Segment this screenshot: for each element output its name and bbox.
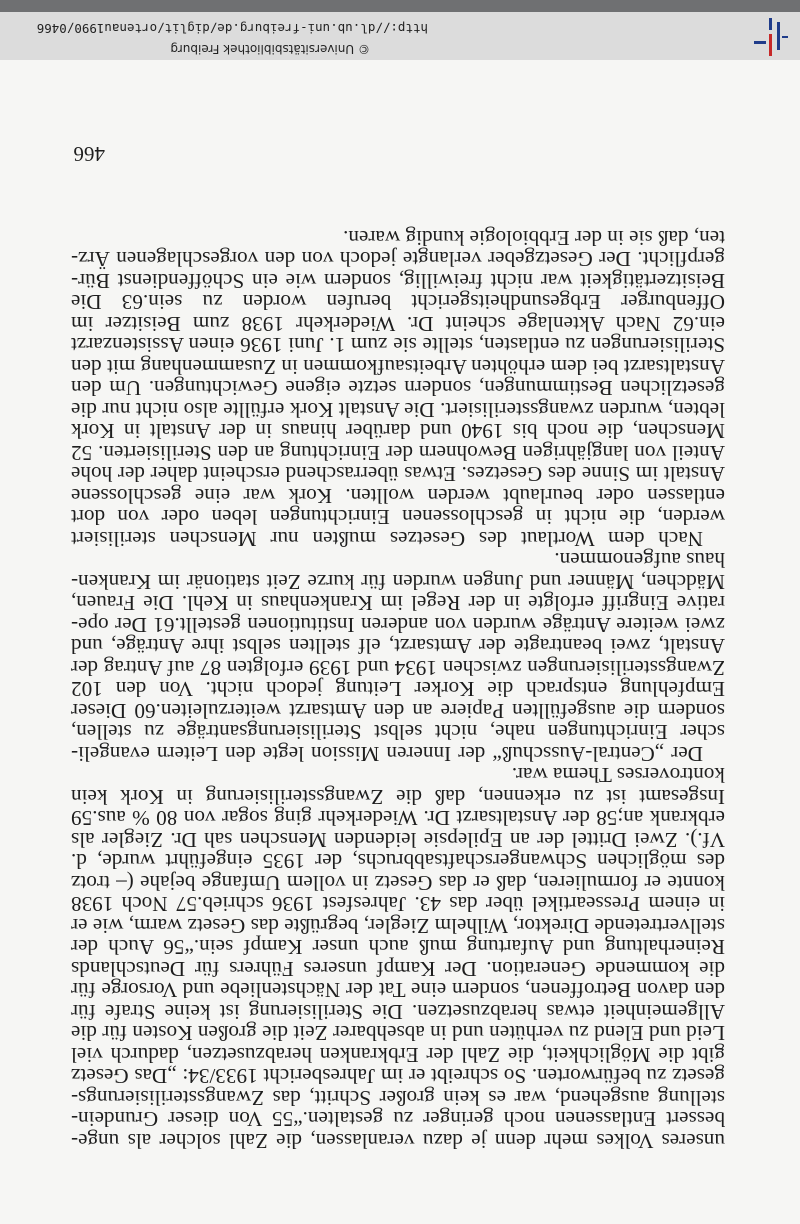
library-footer xyxy=(0,12,800,60)
paragraph-2: Der „Central-Ausschuß“ der Inneren Mission legte den Leitern evangelischer Einrichtungen nahe, nicht selbst Sterilisierungsanträge zu stellen, sondern die ausgefüllten Papiere an den Amtsarzt weiterzuleiten.60 Dieser Empfehlung entsprach die Korker Leitung jedoch nicht. Von den 102 Zwangssterilisierungen zwischen 1934 und 1939 erfolgten 87 auf Antrag der Anstalt, zwei beantragte der Amtsarzt, elf stellten selbst ihre Anträge, und zwei weitere Anträge wurden von anderen Institutionen gestellt.61 Der operative Eingriff erfolgte in der Regel im Krankenhaus in Kehl. Die Frauen, Mädchen, Männer und Jungen wurden für kurze Zeit stationär im Krankenhaus aufgenommen. xyxy=(71,548,725,766)
paragraph-1: unseres Volkes mehr denn je dazu veranlassen, die Zahl solcher als ungebessert Entlassenen noch geringer zu gestalten.“55 Von dieser Grundeinstellung ausgehend, war es kein großer Schritt, das Zwangssterilisierungsgesetz zu befürworten. So schreibt er im Jahresbericht 1933/34: „Das Gesetz gibt die Möglichkeit, die Zahl der Erbkranken herabzusetzen, dadurch viel Leid und Elend zu verhüten und in absehbarer Zeit die großen Kosten für die Allgemeinheit etwas herabzusetzen. Die Sterilisierung ist keine Strafe für den davon Betroffenen, sondern eine Tat der Nächstenliebe und Vorsorge für die kommende Generation. Der Kampf unseres Führers für Deutschlands Reinerhaltung und Aufartung muß auch unser Kampf sein.“56 Auch der stellvertretende Direktor, Wilhelm Ziegler, begrüßte das Gesetz warm, wie er in einem Presseartikel über das 43. Jahresfest 1936 schrieb.57 Noch 1938 konnte er formulieren, daß er das Gesetz in vollem Umfange bejahe (– trotz des möglichen Schwangerschaftsabbruchs, der 1935 eingeführt wurde, d. Vf.). Zwei Drittel der an Epilepsie leidenden Menschen sah Dr. Ziegler als erbkrank an;58 der Anstaltsarzt Dr. Wiederkehr ging sogar von 80 % aus.59 Insgesamt ist zu erkennen, daß die Zwangssterilisierung in Kork kein kontroverses Thema war. xyxy=(71,763,725,1153)
paragraph-3: Nach dem Wortlaut des Gesetzes mußten nur Menschen sterilisiert werden, die nicht in geschlossenen Einrichtungen leben oder von dort entlassen oder beurlaubt werden wollten. Kork war eine geschlossene Anstalt im Sinne des Gesetzes. Etwas überraschend erscheint daher der hohe Anteil von langjährigen Bewohnern der Einrichtung an den Sterilisierten. 52 Menschen, die noch bis 1940 und darüber hinaus in der Anstalt in Kork lebten, wurden zwangssterilisiert. Die Anstalt Kork erfüllte also nicht nur die gesetzlichen Bestimmungen, sondern setzte eigene Gewichtungen. Um den Anstaltsarzt bei dem erhöhten Arbeitsaufkommen in Zusammenhang mit den Sterilisierungen zu entlasten, stellte sie zum 1. Juni 1936 einen Assistenzarzt ein.62 Nach Aktenlage scheint Dr. Wiederkehr 1938 zum Beisitzer im Offenburger Erbgesundheitsgericht berufen worden zu sein.63 Die Beisitzertätigkeit war nicht freiwillig, sondern wie ein Schöffendienst Bürgerpflicht. Der Gesetzgeber verlangte jedoch von den vorgeschlagenen Ärzten, daß sie in der Erbbiologie kundig waren. xyxy=(71,226,725,551)
page-sheet xyxy=(0,12,800,1224)
page-content xyxy=(32,102,762,1182)
page-number: 466 xyxy=(73,142,105,166)
scan-edge xyxy=(0,0,800,11)
source-url-link[interactable]: http://dl.ub.uni-freiburg.de/diglit/ortenau1990/0466 xyxy=(36,21,428,36)
ub-freiburg-logo-icon xyxy=(752,16,788,56)
body-text xyxy=(71,227,725,1152)
copyright-text: © Universitätsbibliothek Freiburg xyxy=(170,42,370,56)
